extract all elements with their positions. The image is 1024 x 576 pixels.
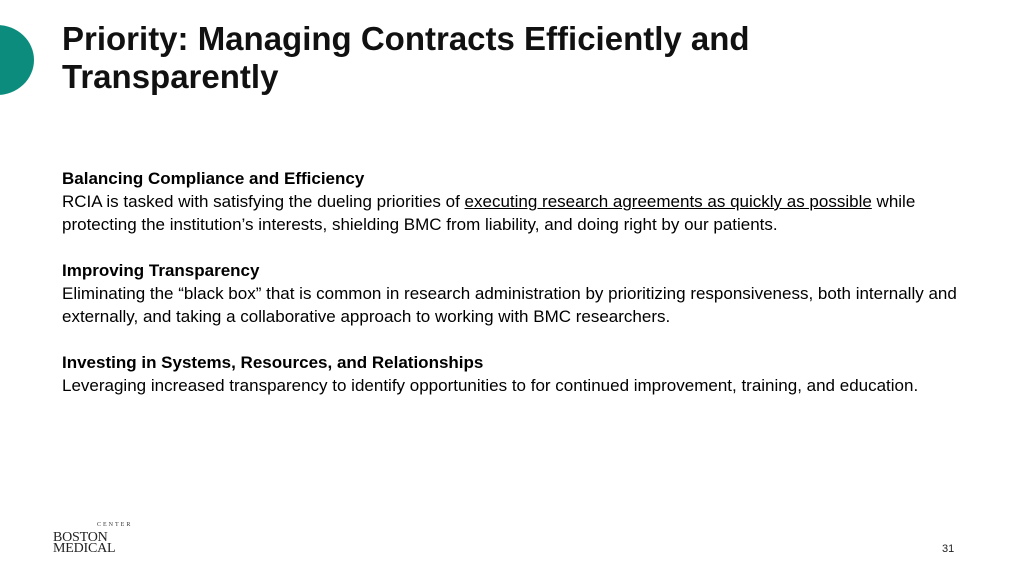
section-heading: Investing in Systems, Resources, and Relationships [62, 353, 484, 372]
section-body: Leveraging increased transparency to identify opportunities to for continued improvement, training, and education. [62, 376, 919, 395]
underlined-text: executing research agreements as quickly as possible [464, 192, 872, 211]
logo-arc-text: CENTER [97, 522, 133, 528]
section-body [62, 190, 962, 236]
logo-line2: MEDICAL [53, 541, 116, 556]
body-text: while protecting the institution’s interests, shielding BMC from liability, and doing right by our patients. [62, 192, 916, 234]
section-body: Eliminating the “black box” that is common in research administration by prioritizing responsiveness, both internally and externally, and taking a collaborative approach to working with BMC researchers. [62, 284, 957, 326]
section-compliance [62, 167, 962, 236]
accent-circle [0, 25, 34, 95]
boston-medical-center-logo [53, 522, 133, 556]
slide-title: Priority: Managing Contracts Efficiently and Transparently [62, 20, 750, 95]
logo-line1: BOSTON [53, 530, 108, 545]
section-heading: Balancing Compliance and Efficiency [62, 169, 365, 188]
section-investing [62, 351, 962, 397]
slide-content [62, 167, 962, 420]
section-transparency [62, 259, 962, 328]
page-number: 31 [942, 543, 955, 555]
body-text: RCIA is tasked with satisfying the dueling priorities of [62, 192, 465, 211]
section-heading: Improving Transparency [62, 261, 260, 280]
